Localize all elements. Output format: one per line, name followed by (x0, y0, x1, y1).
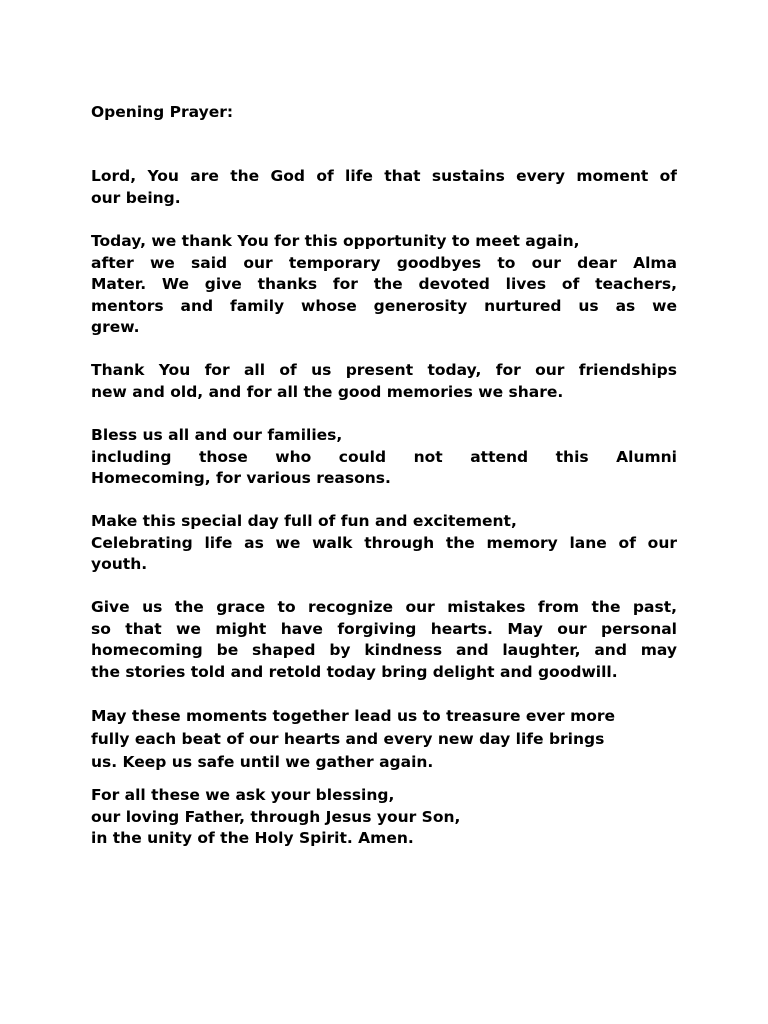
paragraph-line: our being. (91, 188, 181, 207)
paragraph-line: mentors and family whose generosity nurtured us as we (91, 296, 677, 315)
prayer-paragraph-1 (91, 166, 677, 209)
prayer-paragraph-4 (91, 425, 677, 490)
paragraph-line: in the unity of the Holy Spirit. Amen. (91, 829, 414, 847)
paragraph-line: us. Keep us safe until we gather again. (91, 753, 434, 771)
paragraph-line: the stories told and retold today bring delight and goodwill. (91, 662, 618, 681)
paragraph-line: Thank You for all of us present today, for our friendships (91, 361, 677, 379)
prayer-paragraph-8 (91, 785, 677, 850)
paragraph-line: homecoming be shaped by kindness and laughter, and may (91, 641, 677, 659)
prayer-paragraph-7 (91, 705, 677, 774)
prayer-paragraph-3 (91, 360, 677, 403)
prayer-paragraph-2 (91, 231, 677, 339)
paragraph-line: Celebrating life as we walk through the memory lane of our (91, 533, 677, 552)
paragraph-line: Give us the grace to recognize our mistakes from the past, (91, 598, 677, 616)
paragraph-line: fully each beat of our hearts and every new day life brings (91, 730, 605, 748)
paragraph-line: For all these we ask your blessing, (91, 786, 395, 804)
paragraph-line: new and old, and for all the good memories we share. (91, 382, 564, 401)
paragraph-line: May these moments together lead us to treasure ever more (91, 707, 616, 725)
paragraph-line: Lord, You are the God of life that sustains every moment of (91, 167, 677, 185)
paragraph-line: grew. (91, 318, 140, 336)
paragraph-line: Make this special day full of fun and excitement, (91, 512, 517, 530)
paragraph-line: including those who could not attend this Alumni (91, 447, 677, 466)
paragraph-line: our loving Father, through Jesus your Son, (91, 807, 461, 826)
paragraph-line: Today, we thank You for this opportunity to meet again, (91, 232, 580, 250)
paragraph-line: after we said our temporary goodbyes to our dear Alma (91, 253, 677, 272)
prayer-paragraph-5 (91, 511, 677, 576)
paragraph-line: Mater. We give thanks for the devoted lives of teachers, (91, 275, 677, 293)
paragraph-line: Bless us all and our families, (91, 426, 343, 444)
paragraph-line: so that we might have forgiving hearts. May our personal (91, 619, 677, 638)
paragraph-line: youth. (91, 555, 148, 573)
prayer-paragraph-6 (91, 597, 677, 683)
prayer-heading: Opening Prayer: (91, 103, 234, 121)
paragraph-line: Homecoming, for various reasons. (91, 469, 391, 487)
